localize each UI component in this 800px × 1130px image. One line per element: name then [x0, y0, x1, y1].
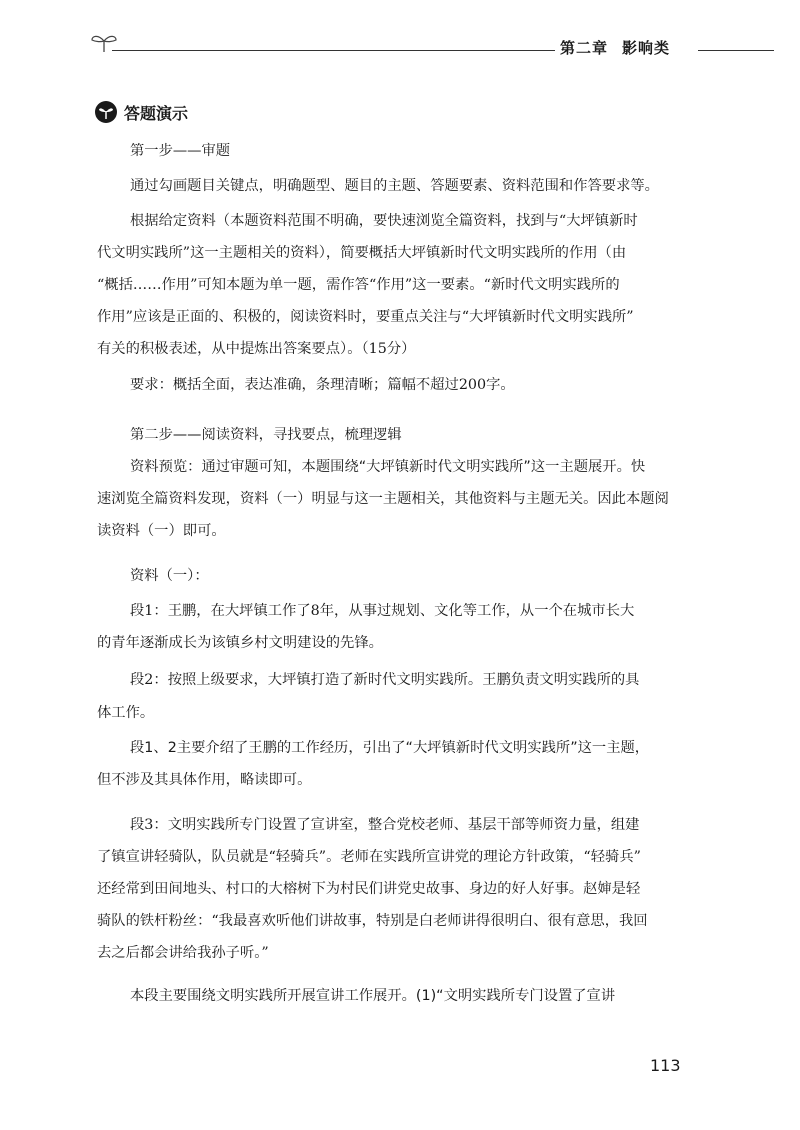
- running-header: [560, 37, 698, 58]
- material-para3-line: 去之后都会讲给我孙子听。”: [97, 945, 269, 961]
- step1-line: 通过勾画题目关键点，明确题型、题目的主题、答题要素、资料范围和作答要求等。: [130, 178, 659, 194]
- preview-line: 资料预览：通过审题可知，本题围绕“大坪镇新时代文明实践所”这一主题展开。快: [130, 459, 646, 475]
- preview-line: 读资料（一）即可。: [97, 523, 226, 539]
- chapter-label: 第二章: [560, 39, 609, 57]
- material-para1-line: 段1：王鹏，在大坪镇工作了8年，从事过规划、文化等工作，从一个在城市长大: [130, 603, 635, 619]
- step1-line: “概括……作用”可知本题为单一题，需作答“作用”这一要素。“新时代文明实践所的: [97, 277, 620, 293]
- leaf-badge-icon: [94, 100, 118, 124]
- material-para2-line: 体工作。: [97, 705, 155, 721]
- header-rule-left: [112, 50, 555, 51]
- material-para3-line: 了镇宣讲轻骑队，队员就是“轻骑兵”。老师在实践所宣讲党的理论方针政策，“轻骑兵”: [97, 849, 641, 865]
- section-title: 答题演示: [124, 103, 189, 123]
- category-label: 影响类: [622, 39, 671, 57]
- analysis-line: 段1、2主要介绍了王鹏的工作经历，引出了“大坪镇新时代文明实践所”这一主题，: [130, 740, 650, 756]
- analysis3-line: 本段主要围绕文明实践所开展宣讲工作展开。(1)“文明实践所专门设置了宣讲: [130, 988, 616, 1004]
- preview-line: 速浏览全篇资料发现，资料（一）明显与这一主题相关，其他资料与主题无关。因此本题阅: [97, 491, 669, 507]
- material-para3-line: 还经常到田间地头、村口的大榕树下为村民们讲党史故事、身边的好人好事。赵婶是轻: [97, 881, 641, 897]
- material-label: 资料（一）：: [130, 568, 209, 584]
- step1-line: 根据给定资料（本题资料范围不明确，要快速浏览全篇资料，找到与“大坪镇新时: [130, 213, 638, 229]
- step1-line: 代文明实践所”这一主题相关的资料），简要概括大坪镇新时代文明实践所的作用（由: [97, 245, 627, 261]
- analysis-line: 但不涉及其具体作用，略读即可。: [97, 772, 312, 788]
- material-para3-line: 骑队的铁杆粉丝：“我最喜欢听他们讲故事，特别是白老师讲得很明白、很有意思，我回: [97, 913, 648, 929]
- material-para3-line: 段3：文明实践所专门设置了宣讲室，整合党校老师、基层干部等师资力量，组建: [130, 817, 640, 833]
- material-para2-line: 段2：按照上级要求，大坪镇打造了新时代文明实践所。王鹏负责文明实践所的具: [130, 672, 640, 688]
- section-heading: [94, 100, 188, 124]
- step1-line: 有关的积极表述，从中提炼出答案要点）。（15分）: [97, 341, 416, 357]
- header-rule-right: [698, 50, 774, 51]
- step2-heading: 第二步——阅读资料，寻找要点，梳理逻辑: [130, 427, 402, 443]
- step1-requirement: 要求：概括全面，表达准确，条理清晰；篇幅不超过200字。: [130, 377, 515, 393]
- page-number: 113: [650, 1056, 681, 1075]
- step1-line: 作用”应该是正面的、积极的，阅读资料时，要重点关注与“大坪镇新时代文明实践所”: [97, 309, 634, 325]
- material-para1-line: 的青年逐渐成长为该镇乡村文明建设的先锋。: [97, 635, 383, 651]
- step1-heading: 第一步——审题: [130, 143, 231, 159]
